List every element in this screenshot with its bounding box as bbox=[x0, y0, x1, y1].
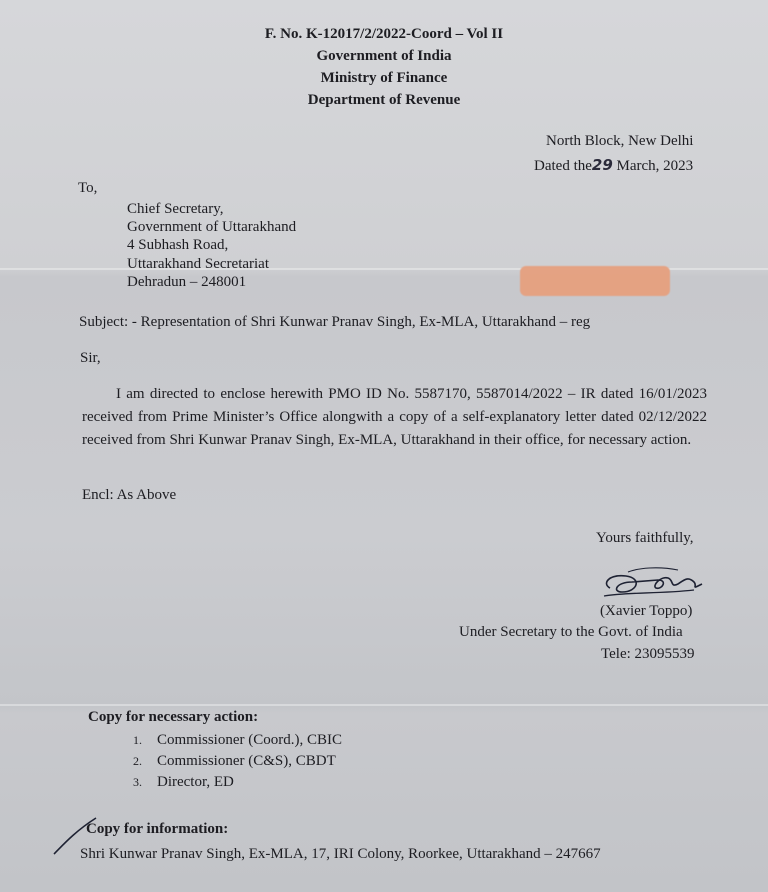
to-label: To, bbox=[78, 180, 98, 196]
salutation: Sir, bbox=[80, 350, 101, 366]
list-text: Commissioner (Coord.), CBIC bbox=[157, 732, 343, 748]
signatory-phone: Tele: 23095539 bbox=[601, 646, 695, 662]
enclosure: Encl: As Above bbox=[82, 487, 177, 503]
department-name: Department of Revenue bbox=[307, 92, 461, 108]
date-prefix: Dated the bbox=[534, 158, 592, 174]
date-rest: March, 2023 bbox=[612, 158, 694, 174]
list-text: Commissioner (C&S), CBDT bbox=[157, 753, 336, 769]
address-line: Uttarakhand Secretariat bbox=[127, 256, 270, 272]
list-number: 2. bbox=[133, 754, 142, 768]
address-line: Dehradun – 248001 bbox=[127, 274, 247, 290]
place: North Block, New Delhi bbox=[546, 133, 694, 149]
signature-image bbox=[598, 558, 708, 604]
address-line: Government of Uttarakhand bbox=[127, 219, 297, 235]
redaction-mark bbox=[520, 266, 670, 296]
list-text: Director, ED bbox=[157, 774, 234, 790]
body-paragraph: I am directed to enclose herewith PMO ID No. 5587170, 5587014/2022 – IR dated 16/01/2023 received from Prime Minister’s Office alongwith a copy of a self-explanatory letter dated 02/12/2022 received from Shri Kunwar Pranav Singh, Ex-MLA, Uttarakhand in their office, for necessary action. bbox=[82, 386, 707, 448]
signatory-designation: Under Secretary to the Govt. of India bbox=[459, 624, 683, 640]
list-number: 3. bbox=[133, 775, 142, 789]
list-number: 1. bbox=[133, 733, 142, 747]
list-item bbox=[133, 753, 336, 770]
government-name: Government of India bbox=[316, 48, 452, 64]
copy-info-recipient: Shri Kunwar Pranav Singh, Ex-MLA, 17, IRI Colony, Roorkee, Uttarakhand – 247667 bbox=[80, 846, 601, 862]
list-item bbox=[133, 732, 342, 749]
list-item bbox=[133, 774, 234, 791]
ministry-name: Ministry of Finance bbox=[320, 70, 448, 86]
paper-fold bbox=[0, 704, 768, 706]
signatory-name: (Xavier Toppo) bbox=[600, 603, 693, 619]
file-number: F. No. K-12017/2/2022-Coord – Vol II bbox=[264, 26, 504, 42]
subject-line: Subject: - Representation of Shri Kunwar Pranav Singh, Ex-MLA, Uttarakhand – reg bbox=[79, 314, 591, 330]
copy-info-title: Copy for information: bbox=[86, 821, 229, 837]
address-line: Chief Secretary, bbox=[127, 201, 224, 217]
closing: Yours faithfully, bbox=[596, 530, 694, 546]
date-day-handwritten: 29 bbox=[591, 156, 613, 174]
date-line bbox=[534, 156, 693, 175]
address-line: 4 Subhash Road, bbox=[127, 237, 229, 253]
copy-action-title: Copy for necessary action: bbox=[88, 709, 259, 725]
